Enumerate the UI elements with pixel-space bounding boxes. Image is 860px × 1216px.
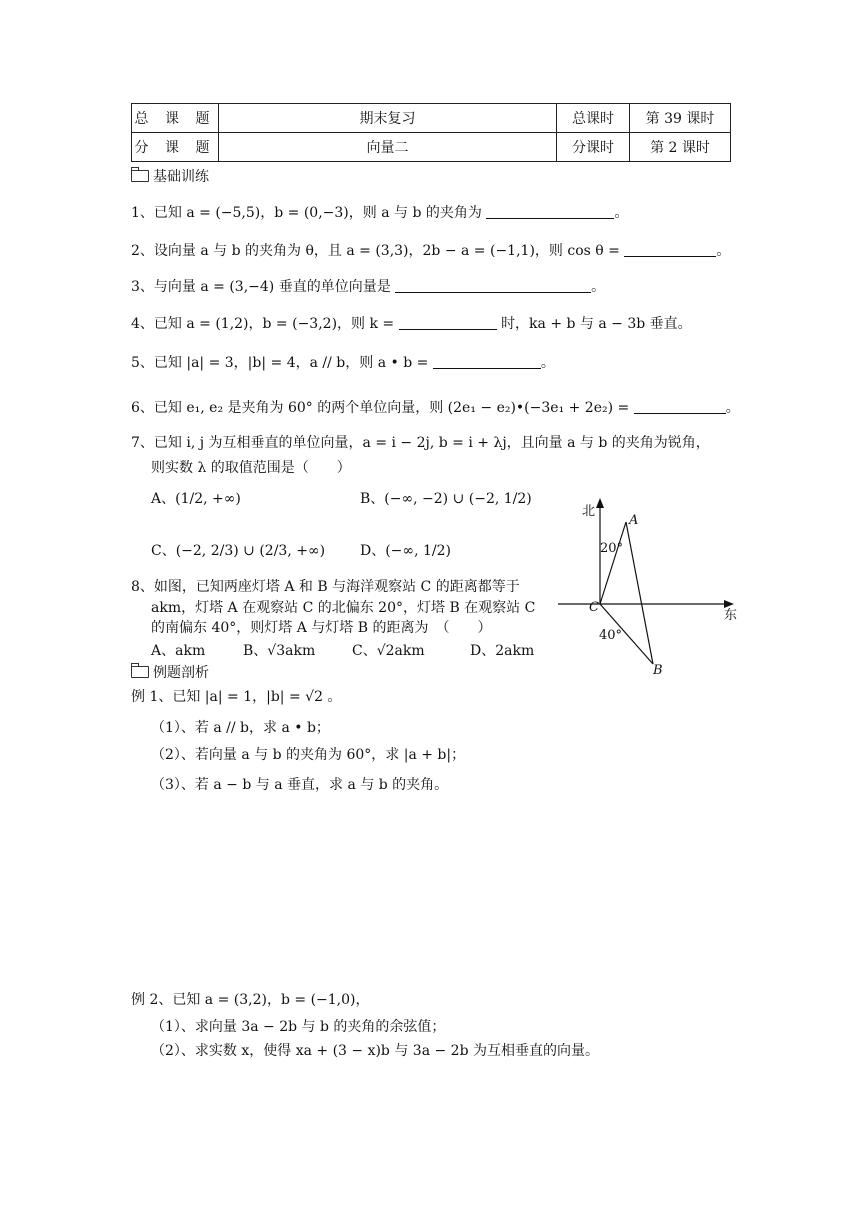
problem-8-line1: 8、如图，已知两座灯塔 A 和 B 与海洋观察站 C 的距离都等于 (131, 579, 520, 595)
header-table (131, 103, 731, 162)
angle-40-label: 40° (599, 628, 623, 643)
total-topic-value: 期末复习 (219, 104, 557, 133)
problem-8-line2: akm，灯塔 A 在观察站 C 的北偏东 20°，灯塔 B 在观察站 C (151, 600, 536, 616)
option-7C: C、(−2, 2/3) ∪ (2/3, +∞) (151, 543, 326, 559)
segment-AB (626, 522, 653, 664)
section-basic (131, 166, 209, 186)
problem-4-text-b: 时，ka + b 与 a − 3b 垂直。 (501, 316, 692, 332)
option-8C: C、√2akm (352, 643, 425, 659)
problem-8-line3: 的南偏东 40°，则灯塔 A 与灯塔 B 的距离为 （ ） (151, 620, 492, 636)
problem-1-text: 1、已知 a = (−5,5)，b = (0,−3)，则 a 与 b 的夹角为 (131, 205, 482, 221)
example-1-part1: （1）、若 a // b，求 a • b； (151, 720, 330, 736)
point-A-label: A (629, 513, 639, 528)
folder-icon (131, 666, 149, 678)
problem-4 (131, 313, 692, 333)
example-1-part2: （2）、若向量 a 与 b 的夹角为 60°，求 |a + b|； (151, 747, 466, 763)
option-8A: A、akm (151, 643, 206, 659)
option-8B: B、√3akm (243, 643, 316, 659)
problem-6: 6、已知 e₁, e₂ 是夹角为 60° 的两个单位向量，则 (2e₁ − e₂)•(−3e₁ + 2e₂) = 。 (131, 400, 740, 416)
example-2-part2: （2）、求实数 x，使得 xa + (3 − x)b 与 3a − 2b 为互相垂直的向量。 (151, 1043, 599, 1059)
sub-hours-label: 分课时 (557, 133, 630, 162)
example-1-part3: （3）、若 a − b 与 a 垂直，求 a 与 b 的夹角。 (151, 777, 449, 793)
answer-blank (634, 399, 726, 414)
example-2-part1: （1）、求向量 3a − 2b 与 b 的夹角的余弦值； (151, 1019, 446, 1035)
sub-topic-value: 向量二 (219, 133, 557, 162)
problem-7-line1: 7、已知 i, j 为互相垂直的单位向量，a = i − 2j, b = i + λj，且向量 a 与 b 的夹角为锐角， (131, 435, 710, 451)
angle-20-label: 20° (600, 541, 624, 556)
lighthouse-diagram (558, 496, 748, 680)
total-hours-value: 第 39 课时 (630, 104, 731, 133)
option-8D: D、2akm (470, 643, 535, 659)
problem-2: 2、设向量 a 与 b 的夹角为 θ，且 a = (3,3)，2b − a = (−1,1)，则 cos θ = 。 (131, 243, 731, 259)
section-examples (131, 662, 209, 682)
problem-3: 3、与向量 a = (3,−4) 垂直的单位向量是 。 (131, 279, 606, 295)
east-label: 东 (724, 608, 738, 623)
answer-blank (433, 354, 541, 369)
north-arrow-icon (596, 498, 604, 508)
section-examples-title: 例题剖析 (153, 665, 209, 681)
problem-5-text: 5、已知 |a| = 3，|b| = 4，a // b，则 a • b = (131, 355, 429, 371)
sub-hours-value: 第 2 课时 (630, 133, 731, 162)
problem-7-line2: 则实数 λ 的取值范围是（ ） (151, 460, 351, 476)
problem-4-text-a: 4、已知 a = (1,2)，b = (−3,2)，则 k = (131, 316, 395, 332)
folder-icon (131, 170, 149, 182)
problem-6-text: 6、已知 e₁, e₂ 是夹角为 60° 的两个单位向量，则 (2e₁ − e₂)•(−3e₁ + 2e₂) = (131, 400, 630, 416)
problem-2-text: 2、设向量 a 与 b 的夹角为 θ，且 a = (3,3)，2b − a = (−1,1)，则 cos θ = (131, 243, 620, 259)
answer-blank (399, 315, 497, 330)
sub-topic-label: 分 课 题 (132, 133, 219, 162)
answer-blank (486, 204, 614, 219)
north-label: 北 (582, 504, 596, 519)
segment-CA (600, 522, 626, 604)
problem-3-text: 3、与向量 a = (3,−4) 垂直的单位向量是 (131, 279, 391, 295)
problem-5: 5、已知 |a| = 3，|b| = 4，a // b，则 a • b = 。 (131, 355, 555, 371)
option-7D: D、(−∞, 1/2) (360, 543, 451, 559)
example-2: 例 2、已知 a = (3,2)，b = (−1,0)， (131, 992, 370, 1008)
header-row (132, 133, 731, 162)
answer-blank (395, 278, 591, 293)
problem-1: 1、已知 a = (−5,5)，b = (0,−3)，则 a 与 b 的夹角为 。 (131, 205, 629, 221)
example-1: 例 1、已知 |a| = 1，|b| = √2 。 (131, 689, 342, 705)
section-basic-title: 基础训练 (153, 169, 209, 185)
answer-blank (624, 242, 716, 257)
header-row (132, 104, 731, 133)
total-hours-label: 总课时 (557, 104, 630, 133)
point-C-label: C (589, 600, 599, 615)
option-7A: A、(1/2, +∞) (151, 491, 241, 507)
option-7B: B、(−∞, −2) ∪ (−2, 1/2) (360, 491, 532, 507)
total-topic-label: 总 课 题 (132, 104, 219, 133)
point-B-label: B (653, 663, 663, 678)
